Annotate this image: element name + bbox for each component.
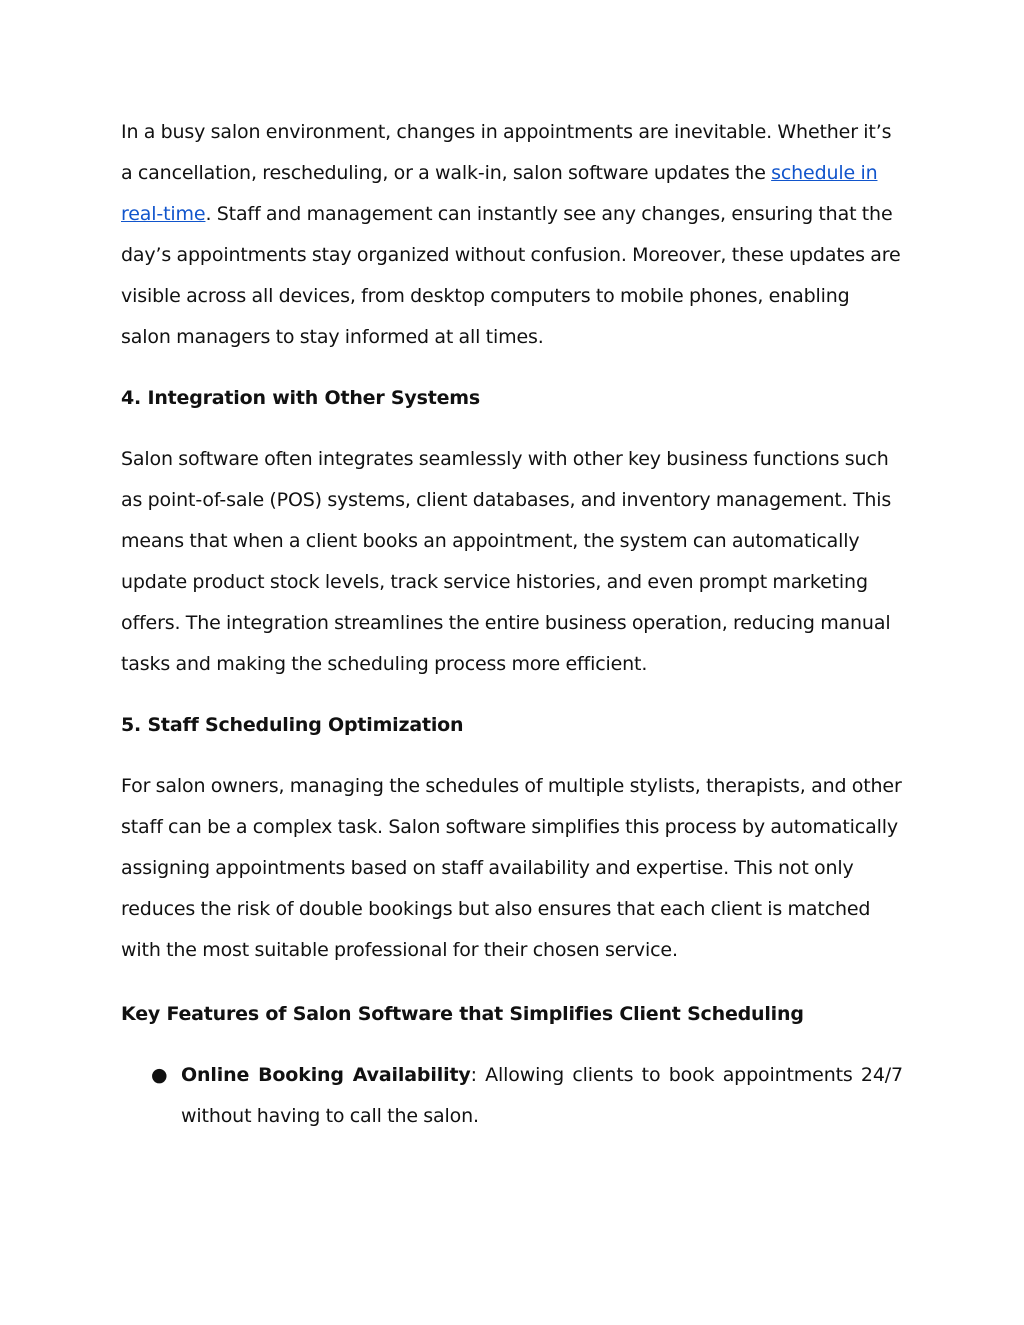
section-4-body: Salon software often integrates seamlessly with other key business functions such as point-of-sale (POS) systems, client databases, and inventory management. This means that when a client books an appointment, the system can automatically update product stock levels, track service histories, and even prompt marketing offers. The integration streamlines the entire business operation, reducing manual tasks and making the scheduling process more efficient. (121, 448, 892, 675)
list-item-text: : Allowing clients to book appointments 24/7 without having to call the salon. (181, 1064, 903, 1127)
document-page (121, 112, 903, 1137)
key-features-list (121, 1055, 903, 1137)
list-item-title: Online Booking Availability (181, 1064, 471, 1086)
intro-text-after-link: . Staff and management can instantly see any changes, ensuring that the day’s appointments stay organized without confusion. Moreover, these updates are visible across all devices, from desktop computers to mobile phones, enabling salon managers to stay informed at all times. (121, 203, 901, 348)
key-features-heading: Key Features of Salon Software that Simplifies Client Scheduling (121, 1003, 804, 1025)
intro-paragraph (121, 112, 903, 358)
section-4-heading: 4. Integration with Other Systems (121, 387, 480, 409)
section-5-heading: 5. Staff Scheduling Optimization (121, 714, 464, 736)
list-item (121, 1055, 903, 1137)
schedule-real-time-link[interactable]: schedule in real-time (121, 162, 878, 225)
bullet-icon: ● (151, 1064, 168, 1086)
section-5-body: For salon owners, managing the schedules of multiple stylists, therapists, and other staff can be a complex task. Salon software simplifies this process by automatically assigning appointments based on staff availability and expertise. This not only reduces the risk of double bookings but also ensures that each client is matched with the most suitable professional for their chosen service. (121, 775, 902, 961)
intro-text-before-link: In a busy salon environment, changes in appointments are inevitable. Whether it’s a cancellation, rescheduling, or a walk-in, salon software updates the (121, 121, 892, 184)
